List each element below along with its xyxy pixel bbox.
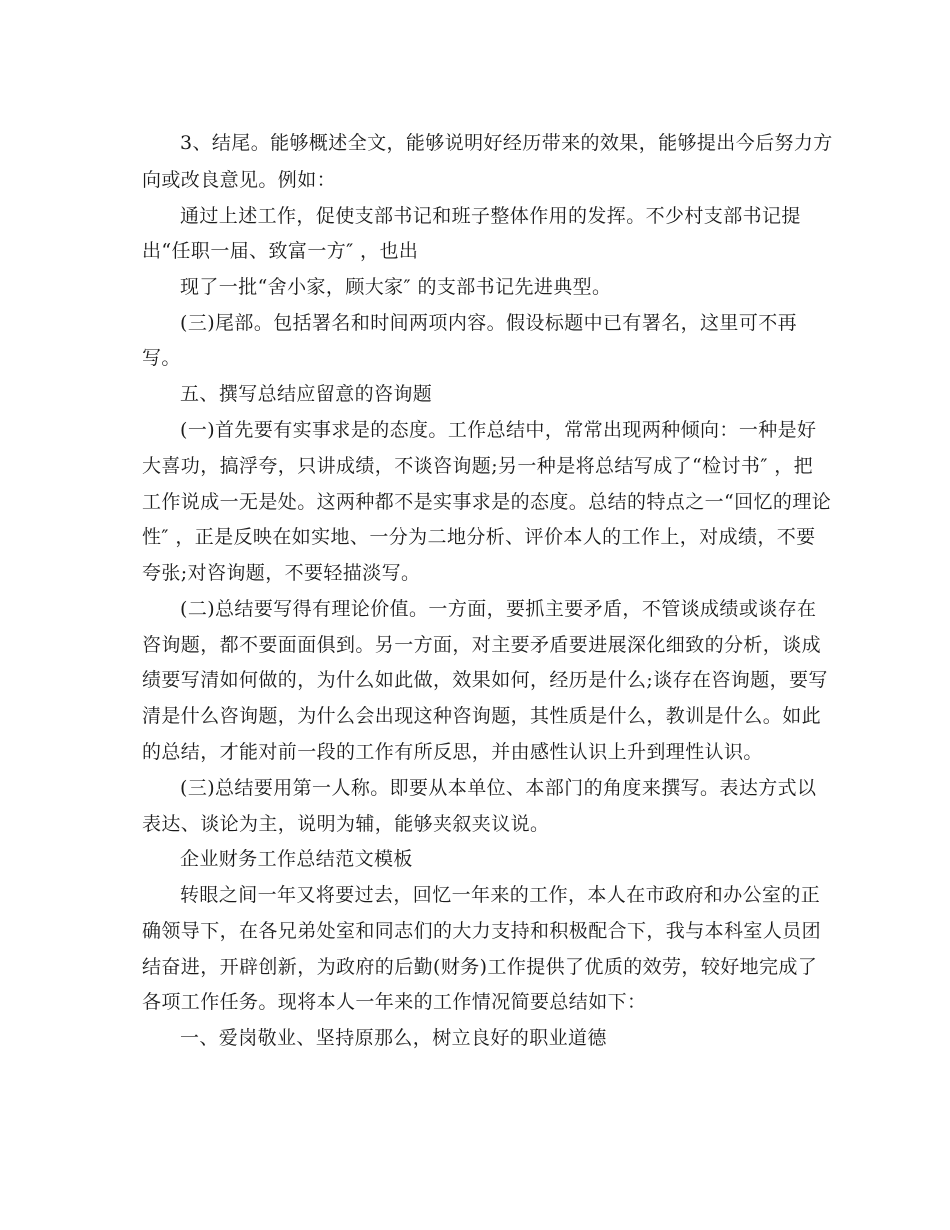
text-line: 各项工作任务。现将本人一年来的工作情况简要总结如下： <box>142 991 647 1013</box>
text-line: 通过上述工作，促使支部书记和班子整体作用的发挥。不少村支部书记提 <box>180 205 801 227</box>
section-heading: 一、爱岗敬业、坚持原那么，树立良好的职业道德 <box>180 1027 607 1049</box>
text-line: 转眼之间一年又将要过去，回忆一年来的工作，本人在市政府和办公室的正 <box>180 884 821 906</box>
text-line: 夸张;对咨询题，不要轻描淡写。 <box>142 562 421 584</box>
text-line: 结奋进，开辟创新，为政府的后勤(财务)工作提供了优质的效劳，较好地完成了 <box>142 956 818 978</box>
text-line: 的总结，才能对前一段的工作有所反思，并由感性认识上升到理性认识。 <box>142 741 763 763</box>
text-line: 清是什么咨询题，为什么会出现这种咨询题，其性质是什么，教训是什么。如此 <box>142 705 822 727</box>
text-line: (三)总结要用第一人称。即要从本单位、本部门的角度来撰写。表达方式以 <box>180 777 817 799</box>
text-line: 咨询题，都不要面面俱到。另一方面，对主要矛盾要进展深化细致的分析，谈成 <box>142 634 822 656</box>
text-line: 现了一批“舍小家，顾大家″ 的支部书记先进典型。 <box>180 276 612 298</box>
text-line: 确领导下，在各兄弟处室和同志们的大力支持和积极配合下，我与本科室人员团 <box>142 920 822 942</box>
text-line: 3、结尾。能够概述全文，能够说明好经历带来的效果，能够提出今后努力方 <box>180 132 833 154</box>
text-line: 出“任职一届、致富一方″ ，也出 <box>142 240 419 262</box>
text-line: 表达、谈论为主，说明为辅，能够夹叙夹议说。 <box>142 813 550 835</box>
text-line: 向或改良意见。例如： <box>142 169 337 191</box>
text-line: 绩要写清如何做的，为什么如此做，效果如何，经历是什么;谈存在咨询题，要写 <box>142 669 828 691</box>
text-line: 大喜功，搞浮夸，只讲成绩，不谈咨询题;另一种是将总结写成了“检讨书″ ，把 <box>142 455 814 477</box>
text-line: 写。 <box>142 347 181 369</box>
text-line: 性″ ，正是反映在如实地、一分为二地分析、评价本人的工作上，对成绩，不要 <box>142 526 816 548</box>
section-heading: 五、撰写总结应留意的咨询题 <box>180 383 433 405</box>
text-line: (二)总结要写得有理论价值。一方面，要抓主要矛盾，不管谈成绩或谈存在 <box>180 598 817 620</box>
text-line: (一)首先要有实事求是的态度。工作总结中，常常出现两种倾向：一种是好 <box>180 419 817 441</box>
text-line: (三)尾部。包括署名和时间两项内容。假设标题中已有署名，这里可不再 <box>180 312 798 334</box>
section-heading: 企业财务工作总结范文模板 <box>180 848 413 870</box>
text-line: 工作说成一无是处。这两种都不是实事求是的态度。总结的特点之一“回忆的理论 <box>142 491 832 513</box>
